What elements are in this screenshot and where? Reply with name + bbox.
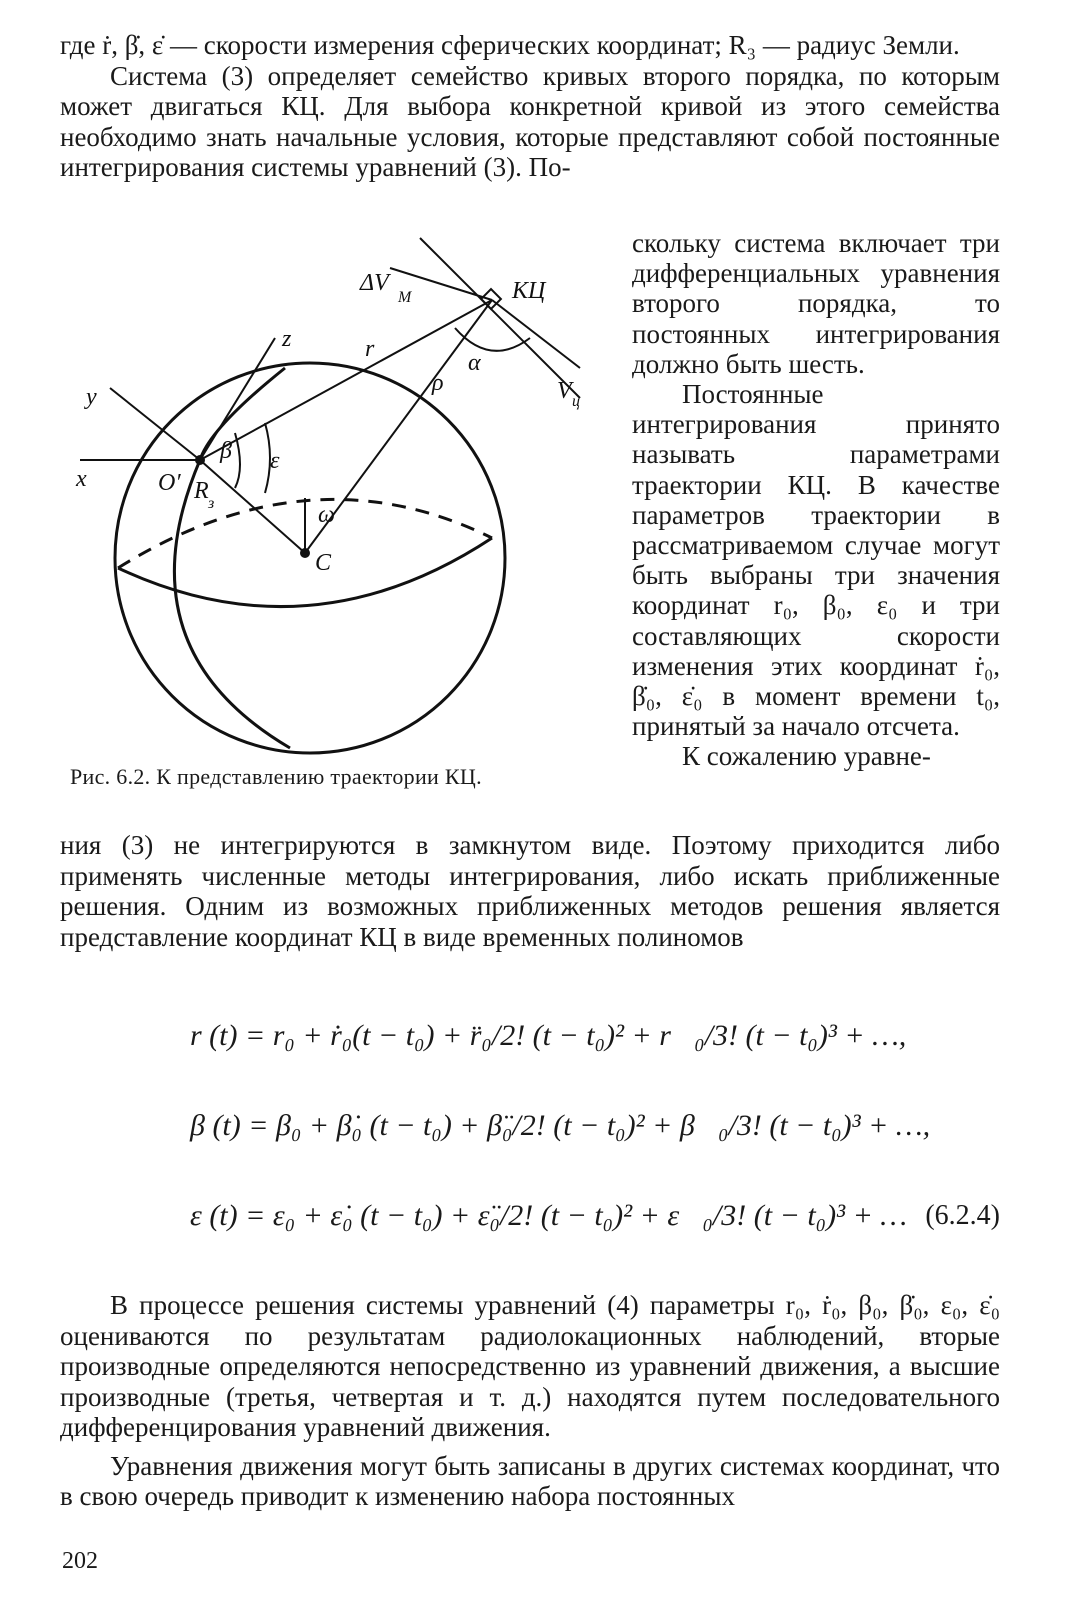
text-top: [60, 30, 1000, 183]
label-r3-sub: з: [208, 495, 215, 512]
paragraph-regret: ния (3) не интегрируются в замкнутом виде. Поэтому приходится либо применять численные методы интегрирования, либо искать приближенные решения. Одним из возможных приближенных методов решения является представление координат КЦ в виде временных полиномов: [60, 830, 1000, 952]
label-omega: ω: [318, 502, 335, 528]
alpha-arc: [455, 328, 530, 351]
paragraph-params: Постоянные интегрирования принято называть параметрами траектории КЦ. В качестве параметров траектории в рассматриваемом случае могут быть выбраны три значения координат r₀, β₀, ε₀ и три составляющих скорости изменения этих координат ṙ₀, β̇₀, ε̇₀ в момент времени t₀, принятый за начало отсчета.: [632, 379, 1000, 742]
text-bottom: [60, 1290, 1000, 1512]
v-vector: [492, 300, 580, 368]
label-v: V: [557, 378, 572, 404]
label-kc: КЦ: [512, 278, 546, 304]
paragraph-regret-start: К сожалению уравне-: [682, 741, 931, 772]
point-c: [300, 548, 310, 558]
label-y: y: [86, 384, 97, 410]
range-line: [200, 300, 492, 460]
formula-block: [190, 1018, 1010, 1288]
point-o: [195, 455, 205, 465]
trajectory-diagram: [60, 228, 630, 768]
paragraph-system-cont: скольку система включает три дифференциальных уравнения второго порядка, то постоянных интегрирования должно быть шесть.: [632, 228, 1000, 379]
equation-number: (6.2.4): [925, 1200, 1000, 1231]
meridian-top: [200, 368, 285, 460]
label-rho: ρ: [432, 370, 444, 396]
formula-eps: ε (t) = ε₀ + ε̇₀ (t − t₀) + ε̈₀/2! (t − t₀)² + ε⃛₀/3! (t − t₀)³ + …: [190, 1199, 907, 1232]
page-number: 202: [62, 1548, 98, 1574]
figure-trajectory: [60, 228, 630, 768]
label-beta: β: [220, 438, 232, 464]
label-z: z: [282, 326, 292, 352]
label-o: O′: [158, 470, 181, 496]
paragraph-top: где ṙ, β̇, ε̇ — скорости измерения сферических координат; R₃ — радиус Земли.: [60, 30, 960, 60]
label-dv-sub: M: [398, 289, 412, 306]
label-alpha: α: [468, 350, 481, 376]
figure-caption: Рис. 6.2. К представлению траектории КЦ.: [70, 764, 482, 789]
formula-beta: β (t) = β₀ + β̇₀ (t − t₀) + β̈₀/2! (t − t₀)² + β⃛₀/3! (t − t₀)³ + …,: [190, 1109, 931, 1142]
label-dv: ΔV: [360, 270, 389, 296]
paragraph-last: Уравнения движения могут быть записаны в других системах координат, что в свою очередь приводит к изменению набора постоянных: [60, 1450, 1000, 1511]
label-v-sub: ц: [572, 393, 580, 410]
formula-eps-row: [190, 1198, 1010, 1288]
text-mid: [60, 830, 1000, 952]
y-axis: [110, 388, 200, 460]
label-r3: R: [194, 478, 209, 504]
radius-line: [200, 460, 305, 553]
label-eps: ε: [270, 448, 280, 474]
trajectory-line: [420, 238, 580, 398]
label-x: x: [76, 466, 87, 492]
right-column: [632, 228, 1000, 772]
label-r: r: [365, 336, 375, 362]
label-c: C: [315, 550, 332, 576]
formula-r: r (t) = r₀ + ṙ₀(t − t₀) + r̈₀/2! (t − t₀)² + r⃛₀/3! (t − t₀)³ + …,: [190, 1019, 907, 1052]
paragraph-system: Система (3) определяет семейство кривых второго порядка, по которым может двигаться КЦ. Для выбора конкретной кривой из этого семейства необходимо знать начальные условия, которые представляют собой постоянные интегрирования системы уравнений (3). По-: [60, 60, 1000, 182]
paragraph-process: В процессе решения системы уравнений (4) параметры r₀, ṙ₀, β₀, β̇₀, ε₀, ε̇₀ оцениваются по результатам радиолокационных наблюдений, вторые производные определяются непосредственно из уравнений движения, а высшие производные (третья, четвертая и т. д.) находятся путем последовательного дифференцирования уравнений движения.: [60, 1290, 1000, 1442]
